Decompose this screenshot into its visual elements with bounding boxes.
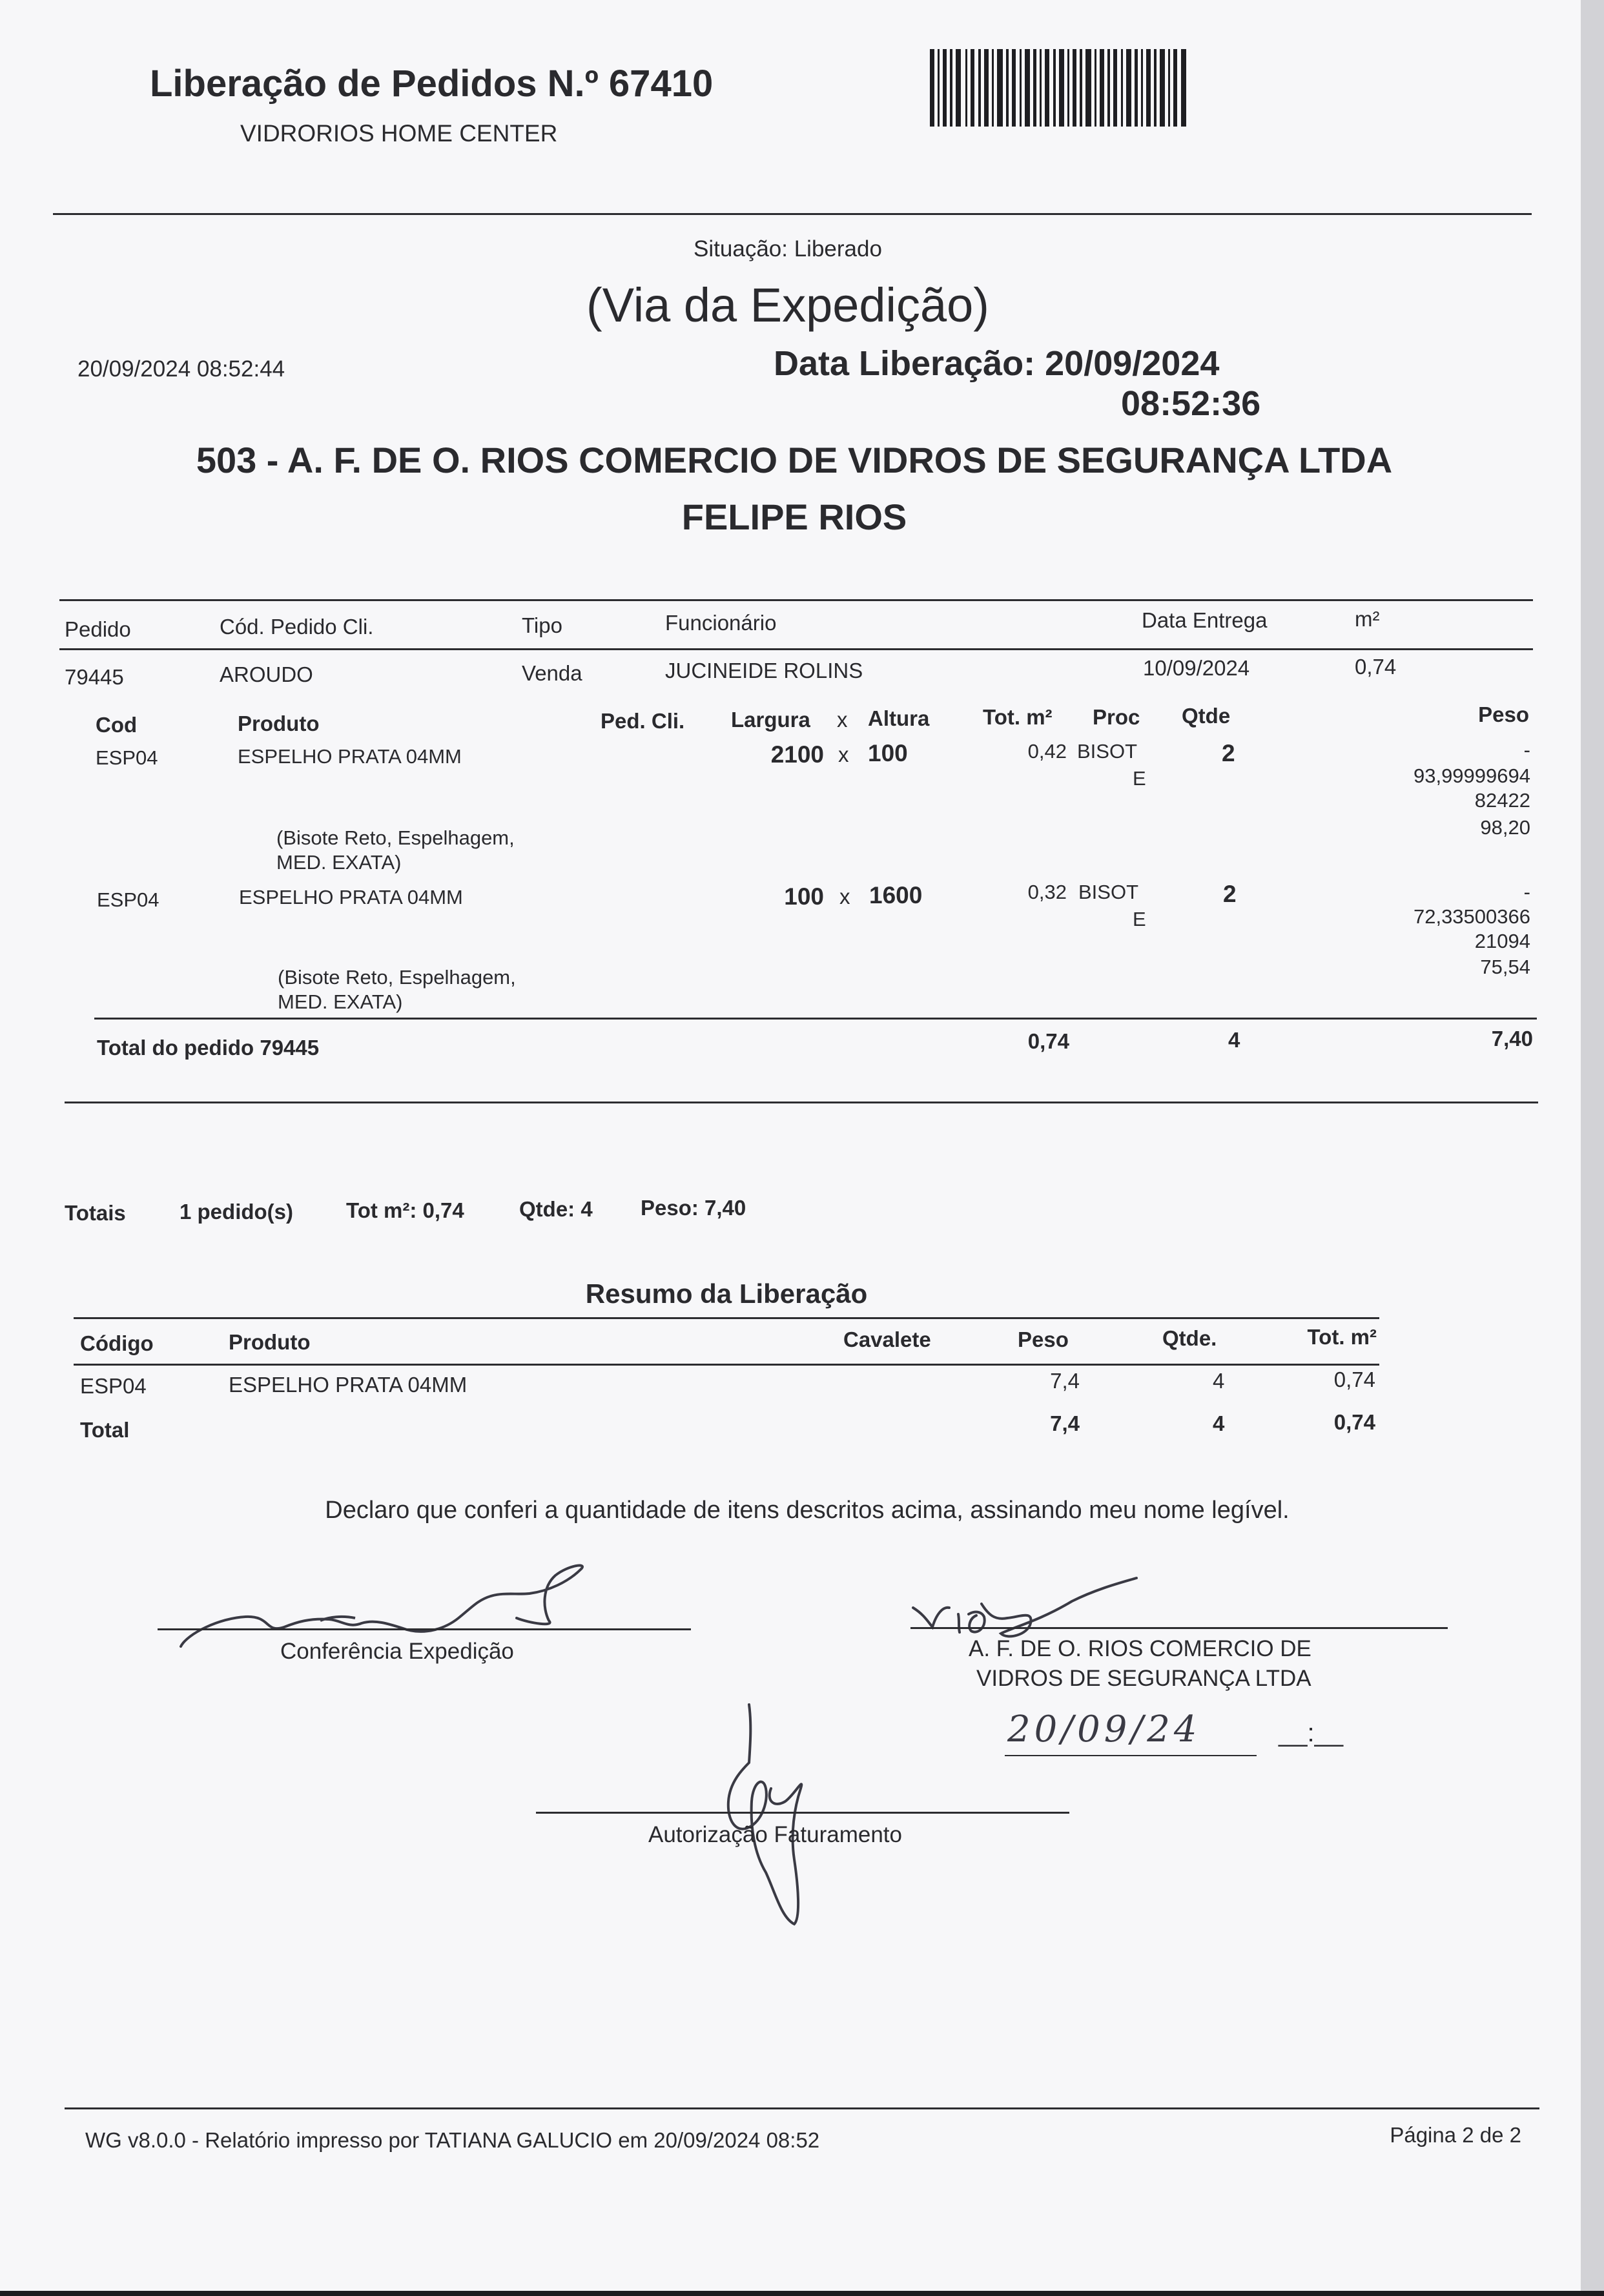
item-1-qtde: 2	[1222, 740, 1235, 766]
via-label: (Via da Expedição)	[586, 278, 989, 332]
item-2-qtde: 2	[1223, 881, 1237, 907]
order-total-m2: 0,74	[1027, 1029, 1069, 1053]
totais-pedidos: 1 pedido(s)	[180, 1200, 294, 1224]
totais-m2: Tot m²: 0,74	[346, 1198, 464, 1222]
autorizacao-signature-line	[536, 1812, 1069, 1814]
item-1-obs-2: MED. EXATA)	[276, 851, 402, 874]
resumo-top-rule	[74, 1317, 1379, 1319]
item-2-tot-m2: 0,32	[1027, 881, 1067, 903]
totais-qtde: Qtde: 4	[519, 1197, 593, 1221]
resumo-total-qtde: 4	[1213, 1411, 1225, 1435]
data-liberacao-time: 08:52:36	[1121, 384, 1261, 423]
resumo-header-cavalete: Cavalete	[843, 1327, 931, 1351]
time-blank: __:__	[1279, 1719, 1344, 1747]
header-pedido: Pedido	[65, 617, 131, 641]
order-total-qtde: 4	[1228, 1028, 1240, 1052]
header-tipo: Tipo	[522, 613, 562, 637]
footer-printed-by: WG v8.0.0 - Relatório impresso por TATIANA GALUCIO em 20/09/2024 08:52	[85, 2128, 820, 2152]
company-signature-line	[910, 1627, 1448, 1629]
items-header-altura: Altura	[868, 706, 930, 730]
totais-peso: Peso: 7,40	[641, 1196, 746, 1220]
resumo-header-tot-m2: Tot. m²	[1307, 1325, 1377, 1349]
data-liberacao: Data Liberação: 20/09/2024	[774, 344, 1220, 383]
order-m2: 0,74	[1355, 655, 1397, 679]
item-2-largura: 100	[784, 883, 824, 910]
resumo-row-codigo: ESP04	[80, 1374, 147, 1398]
company-name: VIDRORIOS HOME CENTER	[240, 120, 558, 147]
header-divider	[53, 213, 1532, 215]
order-section-bottom-rule	[65, 1102, 1538, 1103]
item-1-proc-2: E	[1133, 767, 1146, 790]
situacao-status: Situação: Liberado	[694, 236, 882, 261]
item-2-proc-2: E	[1133, 908, 1146, 930]
item-2-peso-4: 75,54	[1480, 956, 1530, 978]
resumo-row-qtde: 4	[1213, 1369, 1225, 1393]
scan-edge-right	[1581, 0, 1604, 2296]
document-title: Liberação de Pedidos N.º 67410	[150, 63, 714, 105]
resumo-row-peso: 7,4	[1050, 1369, 1080, 1393]
client-name: FELIPE RIOS	[681, 497, 907, 537]
header-m2: m²	[1355, 607, 1380, 631]
items-total-rule	[94, 1018, 1537, 1020]
item-2-peso-3: 21094	[1474, 930, 1530, 952]
order-cod-pedido-cli: AROUDO	[220, 662, 313, 686]
autorizacao-signature	[704, 1698, 820, 1937]
item-1-cod: ESP04	[96, 746, 158, 769]
order-total-peso: 7,40	[1491, 1027, 1533, 1051]
totais-label: Totais	[65, 1201, 126, 1225]
header-cod-pedido-cli: Cód. Pedido Cli.	[220, 615, 374, 639]
order-funcionario: JUCINEIDE ROLINS	[665, 659, 863, 682]
item-1-largura: 2100	[770, 741, 824, 768]
items-header-ped-cli: Ped. Cli.	[601, 709, 685, 733]
order-pedido: 79445	[65, 665, 124, 689]
resumo-header-qtde: Qtde.	[1162, 1326, 1217, 1350]
items-header-cod: Cod	[96, 713, 138, 737]
conferencia-label: Conferência Expedição	[280, 1639, 514, 1664]
order-table-top-rule	[59, 599, 1533, 601]
header-data-entrega: Data Entrega	[1142, 608, 1268, 632]
item-1-peso-4: 98,20	[1480, 816, 1530, 839]
order-total-label: Total do pedido 79445	[97, 1036, 320, 1060]
company-line-2: VIDROS DE SEGURANÇA LTDA	[976, 1666, 1311, 1691]
barcode	[930, 49, 1188, 127]
footer-page-number: Página 2 de 2	[1390, 2123, 1521, 2147]
item-1-obs-1: (Bisote Reto, Espelhagem,	[276, 826, 515, 849]
header-funcionario: Funcionário	[665, 611, 777, 635]
items-header-qtde: Qtde	[1182, 704, 1231, 728]
resumo-header-rule	[74, 1364, 1379, 1366]
items-header-peso: Peso	[1478, 702, 1529, 726]
item-1-altura: 100	[868, 740, 908, 766]
item-1-peso-3: 82422	[1474, 789, 1530, 812]
item-2-proc-1: BISOT	[1078, 881, 1139, 903]
conferencia-signature-line	[158, 1628, 691, 1630]
company-line-1: A. F. DE O. RIOS COMERCIO DE	[969, 1636, 1311, 1661]
order-table-header-rule	[59, 648, 1533, 650]
printed-datetime: 20/09/2024 08:52:44	[77, 356, 285, 382]
resumo-row-produto: ESPELHO PRATA 04MM	[229, 1373, 468, 1397]
resumo-total-label: Total	[80, 1418, 130, 1442]
item-1-tot-m2: 0,42	[1027, 740, 1067, 763]
resumo-row-tot-m2: 0,74	[1333, 1368, 1375, 1391]
item-1-peso-1: -	[1523, 739, 1530, 761]
items-header-largura: Largura	[731, 708, 810, 732]
date-underline	[1005, 1755, 1257, 1756]
declaration-text: Declaro que conferi a quantidade de itens descritos acima, assinando meu nome legível.	[325, 1497, 1290, 1524]
item-1-proc-1: BISOT	[1077, 740, 1138, 763]
handwritten-date: 20/09/24	[1007, 1708, 1201, 1750]
resumo-header-peso: Peso	[1018, 1327, 1069, 1351]
items-header-x: x	[837, 708, 848, 732]
order-data-entrega: 10/09/2024	[1143, 656, 1250, 680]
resumo-header-produto: Produto	[229, 1330, 311, 1354]
item-2-cod: ESP04	[97, 888, 159, 911]
item-2-altura: 1600	[869, 882, 923, 908]
resumo-title: Resumo da Liberação	[585, 1278, 868, 1309]
scan-edge-bottom	[0, 2291, 1604, 2296]
footer-rule	[65, 2107, 1539, 2109]
autorizacao-label: Autorização Faturamento	[648, 1822, 902, 1847]
item-2-produto: ESPELHO PRATA 04MM	[239, 886, 463, 908]
item-2-obs-2: MED. EXATA)	[278, 990, 403, 1013]
client-line: 503 - A. F. DE O. RIOS COMERCIO DE VIDROS DE SEGURANÇA LTDA	[196, 440, 1393, 480]
resumo-header-codigo: Código	[80, 1331, 154, 1355]
item-2-obs-1: (Bisote Reto, Espelhagem,	[278, 966, 516, 989]
item-1-produto: ESPELHO PRATA 04MM	[238, 745, 462, 768]
items-header-tot-m2: Tot. m²	[983, 705, 1053, 729]
item-2-peso-2: 72,33500366	[1413, 905, 1530, 928]
items-header-proc: Proc	[1093, 705, 1140, 729]
item-2-peso-1: -	[1523, 881, 1530, 903]
resumo-total-tot-m2: 0,74	[1333, 1410, 1375, 1434]
items-header-produto: Produto	[238, 712, 320, 735]
item-1-peso-2: 93,99999694	[1413, 764, 1530, 787]
item-1-x: x	[838, 743, 849, 766]
item-2-x: x	[839, 885, 850, 908]
resumo-total-peso: 7,4	[1050, 1411, 1080, 1435]
order-tipo: Venda	[522, 661, 582, 685]
